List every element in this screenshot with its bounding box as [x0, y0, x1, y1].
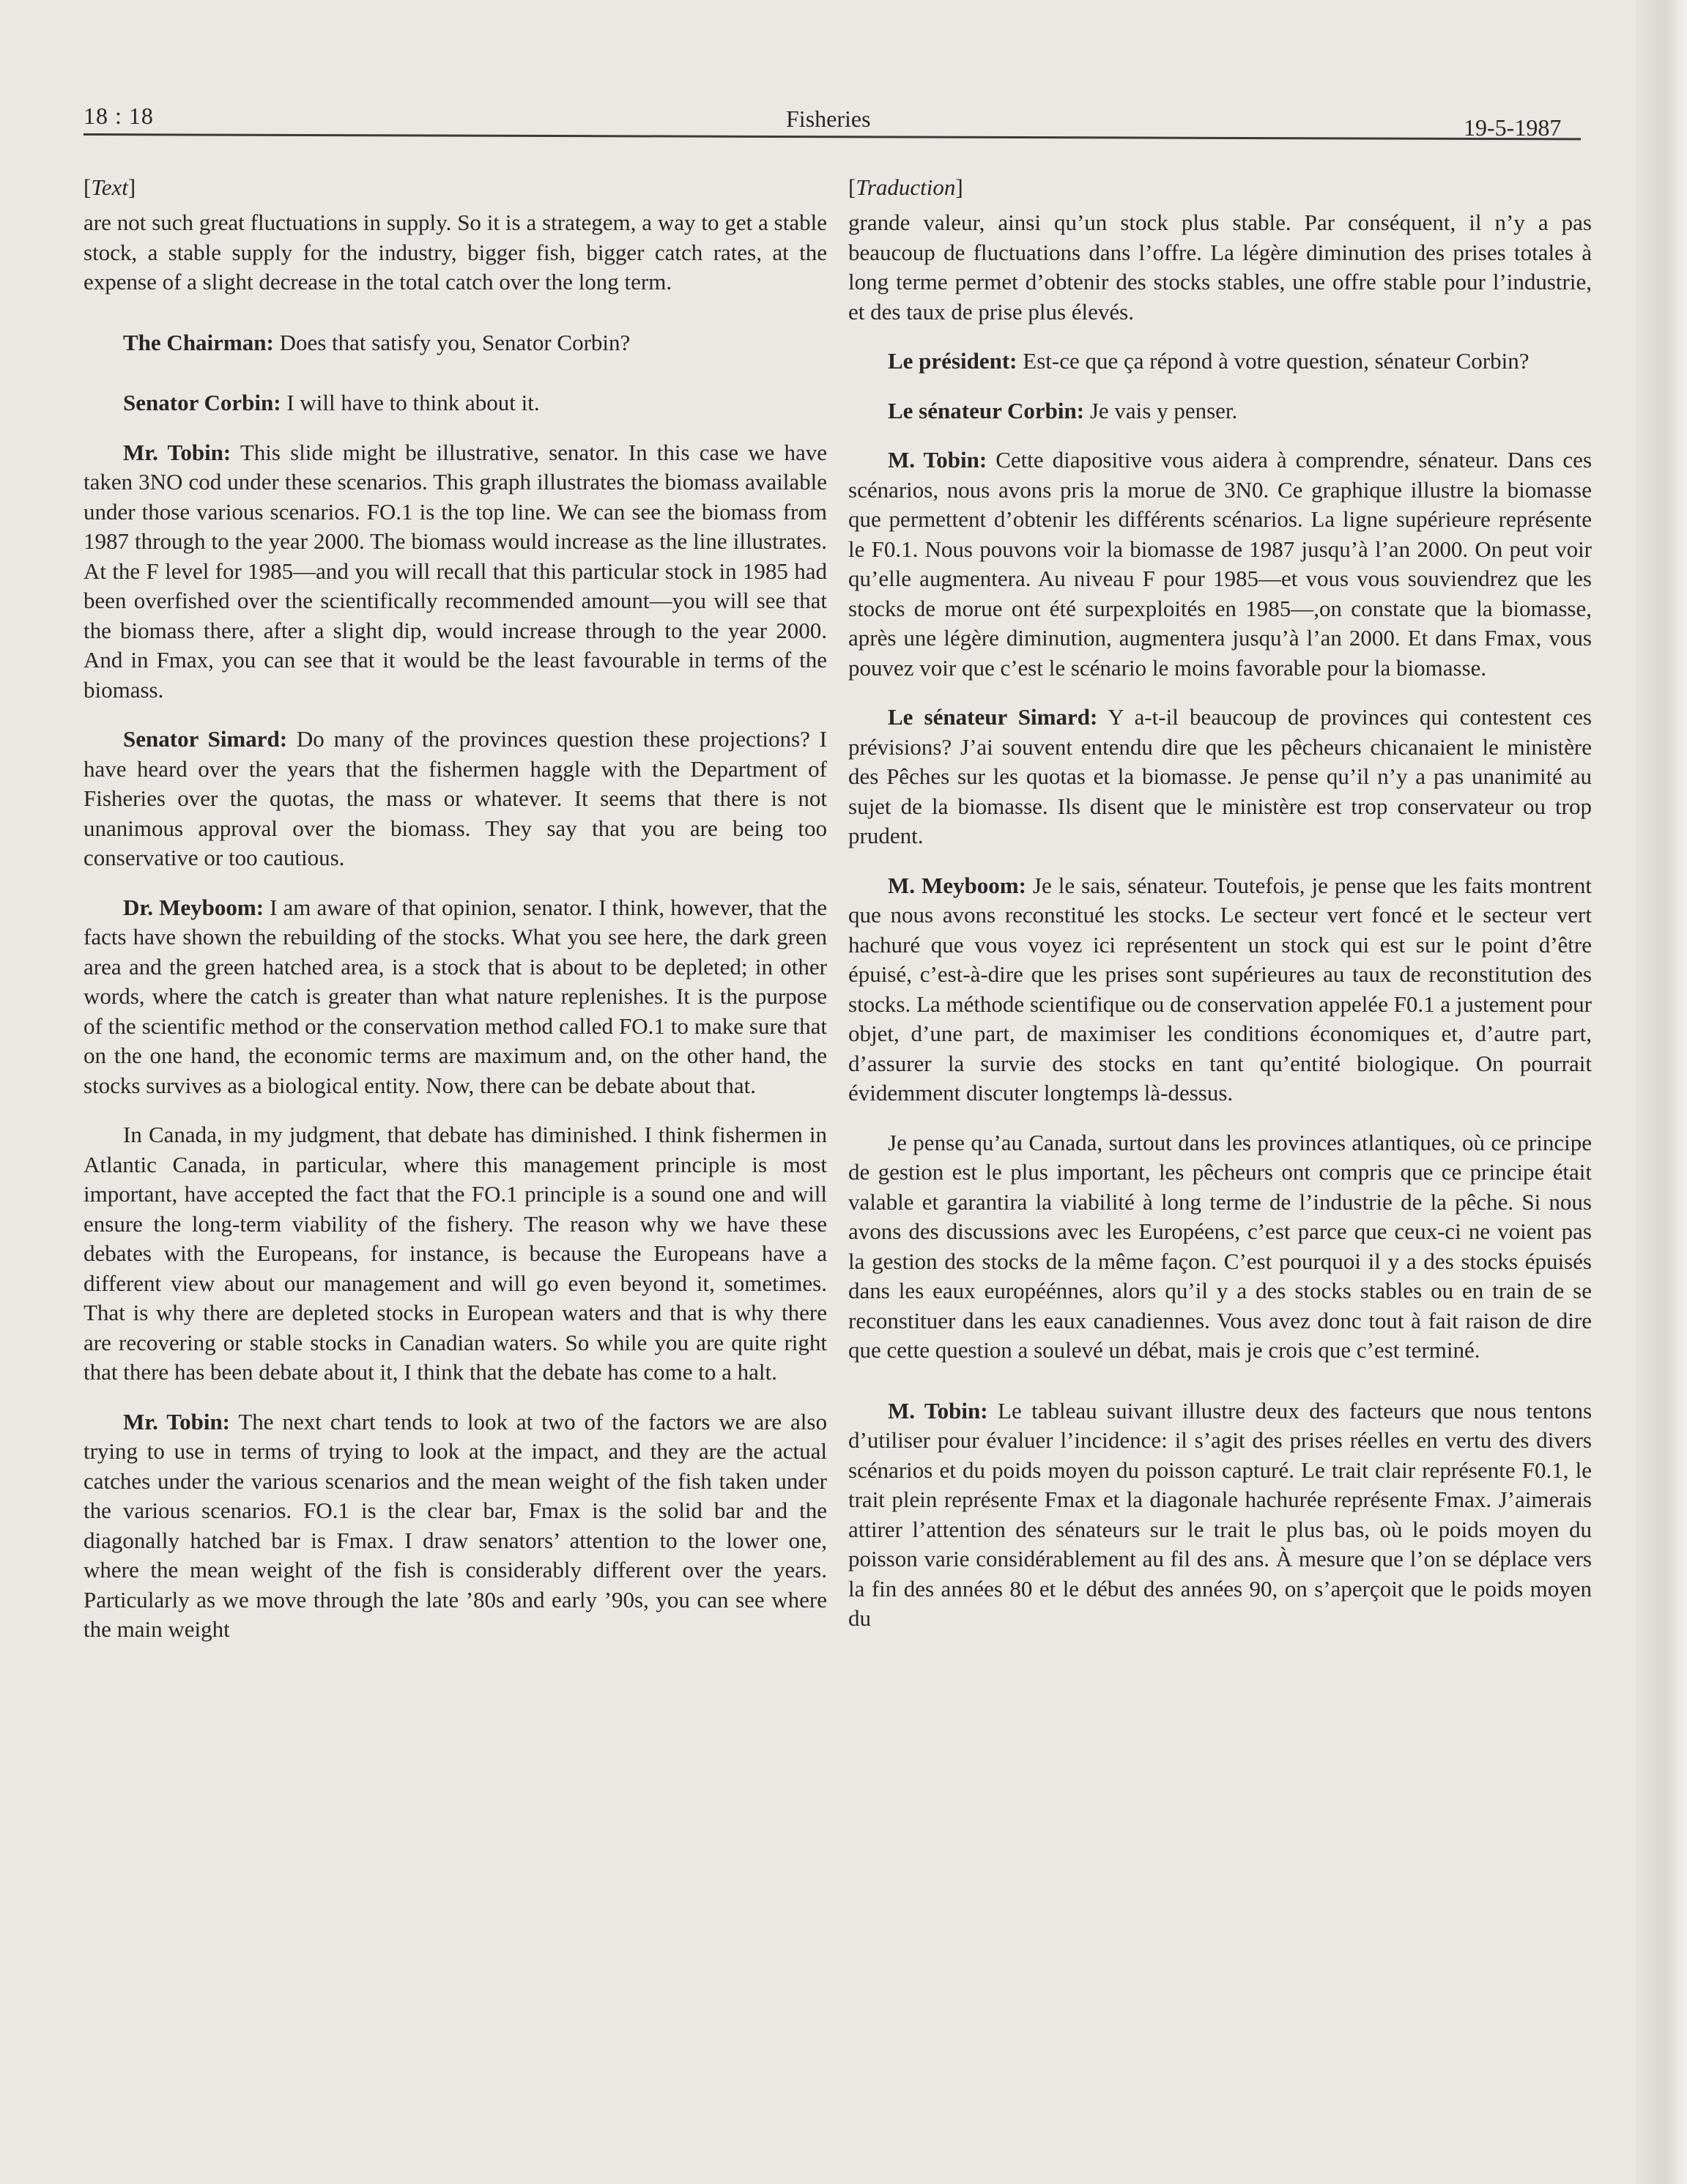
speaker-name: M. Meyboom:	[888, 872, 1026, 898]
paragraph: The Chairman: Does that satisfy you, Senator Corbin?	[123, 329, 631, 355]
paragraph: Senator Simard: Do many of the provinces question these projections? I have heard over the years that the fishermen haggle with the Department of Fisheries over the quotas, the mass or whatever. It seems that there is not unanimous approval over the biomass. They say that you are being too conservative or too cautious.	[84, 726, 828, 870]
running-title: Fisheries	[786, 106, 871, 132]
speaker-name: The Chairman:	[123, 329, 274, 355]
paragraph: Le sénateur Simard: Y a-t-il beaucoup de provinces qui contestent ces prévisions? J’ai souvent entendu dire que les pêcheurs chicanaient le ministère des Pêches sur les quotas et la biomasse. Je pense qu’il n’y a pas unanimité au sujet de la biomasse. Ils disent que le ministère est trop conservateur ou trop prudent.	[848, 704, 1592, 848]
paragraph: M. Meyboom: Je le sais, sénateur. Toutefois, je pense que les faits montrent que nous avons reconstitué les stocks. Le secteur vert foncé et le secteur vert hachuré que vous voyez ici représentent un stock qui est sur le point d’être épuisé, c’est-à-dire que les prises sont supérieures au taux de reconstitution des stocks. La méthode scientifique ou de conservation appelée F0.1 a justement pour objet, d’une part, de maximiser les conditions économiques et, d’autre part, d’assurer la survie des stocks en tant qu’entité biologique. On pourrait évidemment discuter longtemps là-dessus.	[848, 872, 1592, 1106]
english-column	[84, 173, 827, 1645]
speaker-name: Le sénateur Simard:	[888, 704, 1098, 730]
page-header	[0, 95, 1687, 139]
paragraph: are not such great fluctuations in supply. So it is a strategem, a way to get a stable stock, a stable supply for the industry, bigger fish, bigger catch rates, at the expense of a slight decrease in the total catch over the long term.	[84, 210, 827, 295]
speaker-name: Mr. Tobin:	[123, 1408, 231, 1435]
paragraph: grande valeur, ainsi qu’un stock plus stable. Par conséquent, il n’y a pas beaucoup de fluctuations dans l’offre. La légère diminution des prises totales à long terme permet d’obtenir des stocks stables, une offre stable pour l’industrie, et des taux de prise plus élevés.	[848, 210, 1592, 325]
paragraph: Senator Corbin: I will have to think about it.	[123, 390, 540, 415]
speaker-name: Dr. Meyboom:	[123, 894, 264, 920]
page-edge-shadow	[1636, 0, 1687, 2184]
text-tag: [Text]	[84, 174, 136, 200]
speaker-name: Le sénateur Corbin:	[888, 397, 1085, 423]
speaker-name: Senator Corbin:	[123, 390, 281, 415]
page-number: 18 : 18	[84, 103, 154, 129]
page-date: 19-5-1987	[1464, 114, 1562, 141]
paragraph: Mr. Tobin: The next chart tends to look at two of the factors we are also trying to use in terms of trying to look at the impact, and they are the actual catches under the various scenarios and the mean weight of the fish taken under the various scenarios. FO.1 is the clear bar, Fmax is the solid bar and the diagonally hatched bar is Fmax. I draw senators’ attention to the lower one, where the mean weight of the fish is considerably different over the years. Particularly as we move through the late ’80s and early ’90s, you can see where the main weight	[84, 1408, 827, 1642]
french-column	[848, 173, 1592, 1634]
paragraph: In Canada, in my judgment, that debate has diminished. I think fishermen in Atlantic Canada, in particular, where this management principle is most important, have accepted the fact that the FO.1 principle is a sound one and will ensure the long-term viability of the fishery. The reason why we have these debates with the Europeans, for instance, is because the Europeans have a different view about our management and will go even beyond it, sometimes. That is why there are depleted stocks in European waters and that is why there are recovering or stable stocks in Canadian waters. So while you are quite right that there has been debate about it, I think that the debate has come to a halt.	[84, 1122, 827, 1385]
paragraph: Je pense qu’au Canada, surtout dans les provinces atlantiques, où ce principe de gestion est le plus important, les pêcheurs ont compris que ce principe était valable et garantira la viabilité à long terme de l’industrie de la pêche. Si nous avons des discussions avec les Européens, c’est parce que ceux-ci ne voient pas la gestion des stocks de la même façon. C’est pourquoi il y a des stocks épuisés dans les eaux européénnes, alors qu’il y a des stocks stables ou en train de se reconstituer dans les eaux canadiennes. Vous avez donc tout à fait raison de dire que cette question a soulevé un débat, mais je crois que c’est terminé.	[848, 1129, 1592, 1363]
paragraph: M. Tobin: Le tableau suivant illustre deux des facteurs que nous tentons d’utiliser pour évaluer l’incidence: il s’agit des prises réelles en vertu des divers scénarios et du poids moyen du poisson capturé. Le trait clair représente F0.1, le trait plein représente Fmax et la diagonale hachurée représente Fmax. J’aimerais attirer l’attention des sénateurs sur le trait le plus bas, où le poids moyen du poisson varie considérablement au fil des ans. À mesure que l’on se déplace vers la fin des années 80 et le début des années 90, on s’aperçoit que le poids moyen du	[848, 1397, 1593, 1631]
paragraph: Mr. Tobin: This slide might be illustrative, senator. In this case we have taken 3NO cod under these scenarios. This graph illustrates the biomass available under those various scenarios. FO.1 is the top line. We can see the biomass from 1987 through to the year 2000. The biomass would increase as the line illustrates. At the F level for 1985—and you will recall that this particular stock in 1985 had been overfished over the scientifically recommended amount—you will see that the biomass there, after a slight dip, would increase through to the year 2000. And in Fmax, you can see that it would be the least favourable in terms of the biomass.	[84, 439, 827, 703]
speaker-name: Senator Simard:	[123, 726, 288, 752]
translation-tag: [Traduction]	[848, 174, 963, 200]
paragraph: Le sénateur Corbin: Je vais y penser.	[888, 397, 1238, 423]
speaker-name: M. Tobin:	[888, 1397, 988, 1424]
speaker-name: Le président:	[888, 348, 1017, 374]
speaker-name: M. Tobin:	[888, 447, 987, 473]
paragraph: M. Tobin: Cette diapositive vous aidera à comprendre, sénateur. Dans ces scénarios, nous avons pris la morue de 3N0. Ce graphique illustre la biomasse que permettent d’obtenir les différents scénarios. La ligne supérieure représente le F0.1. Nous pouvons voir la biomasse de 1987 jusqu’à l’an 2000. On peut voir qu’elle augmentera. Au niveau F pour 1985—et vous vous souviendrez que les stocks de morue ont été surpexploités en 1985—,on constate que la biomasse, après une légère diminution, augmentera jusqu’à l’an 2000. Et dans Fmax, vous pouvez voir que c’est le scénario le moins favorable pour la biomasse.	[848, 447, 1593, 681]
paragraph: Le président: Est-ce que ça répond à votre question, sénateur Corbin?	[888, 348, 1530, 374]
paragraph: Dr. Meyboom: I am aware of that opinion, senator. I think, however, that the facts have shown the rebuilding of the stocks. What you see here, the dark green area and the green hatched area, is a stock that is about to be depleted; in other words, where the catch is greater than what nature replenishes. It is the purpose of the scientific method or the conservation method called FO.1 to make sure that on the one hand, the economic terms are maximum and, on the other hand, the stocks survives as a biological entity. Now, there can be debate about that.	[84, 894, 827, 1098]
speaker-name: Mr. Tobin:	[123, 439, 231, 465]
